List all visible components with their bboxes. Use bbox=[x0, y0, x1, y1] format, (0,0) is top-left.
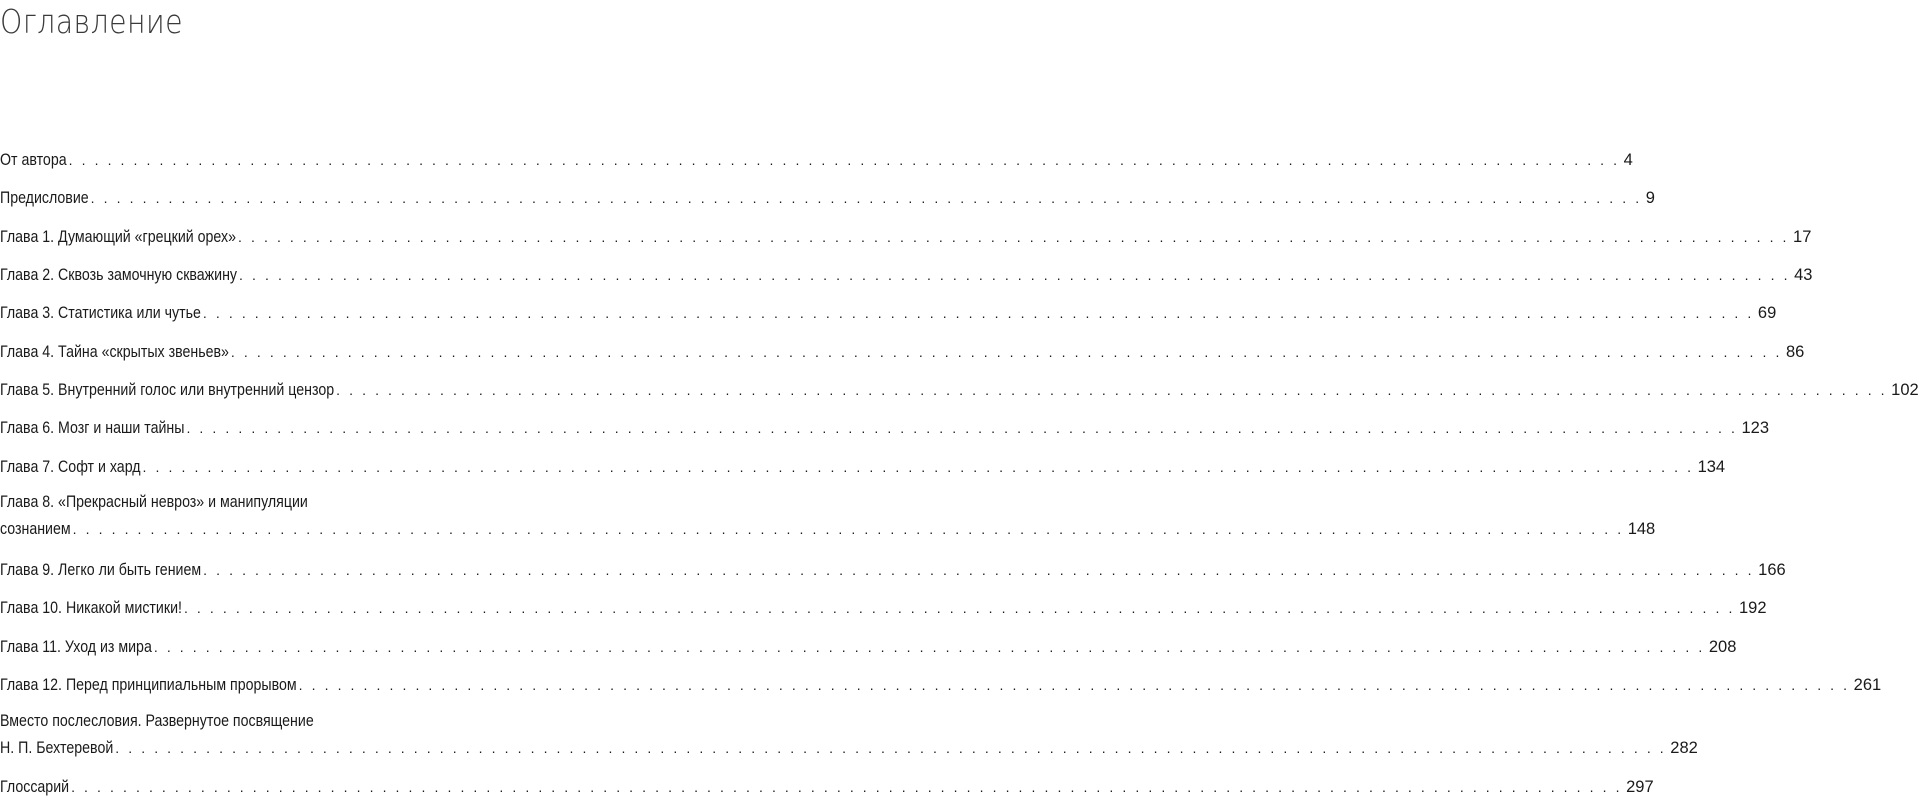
toc-page-number: 192 bbox=[1738, 599, 1767, 617]
toc-leader-dots: . . . . . . . . . . . . . . . . . . . . . . . . . . . . . . . . . . . . . . . . . . . . . . . . . . . . . . . . . . . . . . . . . . . . . . . . . . . . . . . . . . . . . . . . . . . . . . . . . . . . . . . . . . . . . . . . . . . . . . . . bbox=[72, 521, 1624, 537]
toc-entry-label: Предисловие bbox=[0, 189, 89, 207]
toc-entry-label: Н. П. Бехтеревой bbox=[0, 739, 114, 757]
toc-page-number: 4 bbox=[1623, 151, 1633, 169]
toc-entry-label: Глава 9. Легко ли быть гением bbox=[0, 561, 202, 579]
toc-leader-dots: . . . . . . . . . . . . . . . . . . . . . . . . . . . . . . . . . . . . . . . . . . . . . . . . . . . . . . . . . . . . . . . . . . . . . . . . . . . . . . . . . . . . . . . . . . . . . . . . . . . . . . . . . . . . . . . . . . . . . . . . bbox=[203, 562, 1755, 578]
toc-entry-label: Глава 3. Статистика или чутье bbox=[0, 304, 201, 322]
toc-leader-dots: . . . . . . . . . . . . . . . . . . . . . . . . . . . . . . . . . . . . . . . . . . . . . . . . . . . . . . . . . . . . . . . . . . . . . . . . . . . . . . . . . . . . . . . . . . . . . . . . . . . . . . . . . . . . . . . . . . . . . . . . bbox=[142, 459, 1694, 475]
toc-entry[interactable] bbox=[0, 188, 1655, 208]
toc-page-number: 102 bbox=[1891, 381, 1919, 399]
toc-page-number: 43 bbox=[1794, 266, 1813, 284]
toc-leader-dots: . . . . . . . . . . . . . . . . . . . . . . . . . . . . . . . . . . . . . . . . . . . . . . . . . . . . . . . . . . . . . . . . . . . . . . . . . . . . . . . . . . . . . . . . . . . . . . . . . . . . . . . . . . . . . . . . . . . . . . . . bbox=[153, 639, 1705, 655]
toc-page-number: 297 bbox=[1626, 778, 1654, 796]
toc-entry-label-line1: Глава 8. «Прекрасный невроз» и манипуляции bbox=[0, 493, 308, 511]
toc-entry[interactable] bbox=[0, 598, 1767, 618]
toc-leader-dots: . . . . . . . . . . . . . . . . . . . . . . . . . . . . . . . . . . . . . . . . . . . . . . . . . . . . . . . . . . . . . . . . . . . . . . . . . . . . . . . . . . . . . . . . . . . . . . . . . . . . . . . . . . . . . . . . . . . . . . . . bbox=[68, 152, 1620, 168]
toc-leader-dots: . . . . . . . . . . . . . . . . . . . . . . . . . . . . . . . . . . . . . . . . . . . . . . . . . . . . . . . . . . . . . . . . . . . . . . . . . . . . . . . . . . . . . . . . . . . . . . . . . . . . . . . . . . . . . . . . . . . . . . . . bbox=[336, 382, 1888, 398]
toc-entry-label: Глава 2. Сквозь замочную скважину bbox=[0, 266, 238, 284]
toc-page-number: 166 bbox=[1758, 561, 1786, 579]
toc-entry[interactable] bbox=[0, 227, 1812, 247]
toc-page-number: 123 bbox=[1741, 419, 1769, 437]
toc-entry[interactable] bbox=[0, 675, 1882, 695]
toc-entry-label: Глава 5. Внутренний голос или внутренний цензор bbox=[0, 381, 335, 399]
toc-leader-dots: . . . . . . . . . . . . . . . . . . . . . . . . . . . . . . . . . . . . . . . . . . . . . . . . . . . . . . . . . . . . . . . . . . . . . . . . . . . . . . . . . . . . . . . . . . . . . . . . . . . . . . . . . . . . . . . . . . . . . . . . bbox=[230, 344, 1782, 360]
toc-leader-dots: . . . . . . . . . . . . . . . . . . . . . . . . . . . . . . . . . . . . . . . . . . . . . . . . . . . . . . . . . . . . . . . . . . . . . . . . . . . . . . . . . . . . . . . . . . . . . . . . . . . . . . . . . . . . . . . . . . . . . . . . bbox=[90, 190, 1642, 206]
toc-entry[interactable] bbox=[0, 637, 1737, 657]
toc-page-number: 261 bbox=[1853, 676, 1882, 694]
toc-entry-label: Глава 10. Никакой мистики! bbox=[0, 599, 182, 617]
toc-leader-dots: . . . . . . . . . . . . . . . . . . . . . . . . . . . . . . . . . . . . . . . . . . . . . . . . . . . . . . . . . . . . . . . . . . . . . . . . . . . . . . . . . . . . . . . . . . . . . . . . . . . . . . . . . . . . . . . . . . . . . . . . bbox=[202, 305, 1754, 321]
toc-entry-title-line bbox=[0, 711, 487, 731]
toc-entry[interactable] bbox=[0, 777, 1654, 797]
toc-leader-dots: . . . . . . . . . . . . . . . . . . . . . . . . . . . . . . . . . . . . . . . . . . . . . . . . . . . . . . . . . . . . . . . . . . . . . . . . . . . . . . . . . . . . . . . . . . . . . . . . . . . . . . . . . . . . . . . . . . . . . . . . bbox=[239, 267, 1791, 283]
toc-entry-label: Глава 7. Софт и хард bbox=[0, 458, 141, 476]
toc-page-number: 17 bbox=[1793, 228, 1812, 246]
toc-entry[interactable] bbox=[0, 418, 1769, 438]
toc-page-number: 134 bbox=[1697, 458, 1726, 476]
toc-page-number: 208 bbox=[1708, 638, 1737, 656]
toc-entry-label: Глава 11. Уход из мира bbox=[0, 638, 152, 656]
toc-leader-dots: . . . . . . . . . . . . . . . . . . . . . . . . . . . . . . . . . . . . . . . . . . . . . . . . . . . . . . . . . . . . . . . . . . . . . . . . . . . . . . . . . . . . . . . . . . . . . . . . . . . . . . . . . . . . . . . . . . . . . . . . bbox=[186, 420, 1738, 436]
toc-leader-dots: . . . . . . . . . . . . . . . . . . . . . . . . . . . . . . . . . . . . . . . . . . . . . . . . . . . . . . . . . . . . . . . . . . . . . . . . . . . . . . . . . . . . . . . . . . . . . . . . . . . . . . . . . . . . . . . . . . . . . . . . bbox=[298, 677, 1850, 693]
toc-entry[interactable] bbox=[0, 303, 1777, 323]
toc-entry[interactable] bbox=[0, 560, 1786, 580]
toc-entry[interactable] bbox=[0, 380, 1919, 400]
toc-entry-label: Глоссарий bbox=[0, 778, 70, 796]
toc-entry-label-line1: Вместо послесловия. Развернутое посвящение bbox=[0, 712, 314, 730]
toc-entry[interactable] bbox=[0, 457, 1726, 477]
toc-page-number: 148 bbox=[1627, 520, 1656, 538]
toc-page-number: 69 bbox=[1757, 304, 1777, 322]
toc-entry[interactable] bbox=[0, 265, 1813, 285]
toc-entry-label: Глава 1. Думающий «грецкий орех» bbox=[0, 228, 237, 246]
toc-leader-dots: . . . . . . . . . . . . . . . . . . . . . . . . . . . . . . . . . . . . . . . . . . . . . . . . . . . . . . . . . . . . . . . . . . . . . . . . . . . . . . . . . . . . . . . . . . . . . . . . . . . . . . . . . . . . . . . . . . . . . . . . bbox=[71, 779, 1623, 795]
toc-entry[interactable] bbox=[0, 738, 1698, 758]
toc-entry-label: Глава 6. Мозг и наши тайны bbox=[0, 419, 185, 437]
toc-leader-dots: . . . . . . . . . . . . . . . . . . . . . . . . . . . . . . . . . . . . . . . . . . . . . . . . . . . . . . . . . . . . . . . . . . . . . . . . . . . . . . . . . . . . . . . . . . . . . . . . . . . . . . . . . . . . . . . . . . . . . . . . bbox=[238, 229, 1790, 245]
page-title: Оглавление bbox=[0, 2, 184, 41]
toc-entry-label: сознанием bbox=[0, 520, 71, 538]
toc-entry-label: Глава 4. Тайна «скрытых звеньев» bbox=[0, 343, 229, 361]
toc-entry-title-line bbox=[0, 492, 487, 512]
toc-page-number: 86 bbox=[1785, 343, 1805, 361]
toc-entry-label: Глава 12. Перед принципиальным прорывом bbox=[0, 676, 297, 694]
toc-page-number: 282 bbox=[1670, 739, 1698, 757]
toc-entry[interactable] bbox=[0, 519, 1656, 539]
toc-leader-dots: . . . . . . . . . . . . . . . . . . . . . . . . . . . . . . . . . . . . . . . . . . . . . . . . . . . . . . . . . . . . . . . . . . . . . . . . . . . . . . . . . . . . . . . . . . . . . . . . . . . . . . . . . . . . . . . . . . . . . . . . bbox=[183, 600, 1735, 616]
toc-entry[interactable] bbox=[0, 342, 1805, 362]
toc-leader-dots: . . . . . . . . . . . . . . . . . . . . . . . . . . . . . . . . . . . . . . . . . . . . . . . . . . . . . . . . . . . . . . . . . . . . . . . . . . . . . . . . . . . . . . . . . . . . . . . . . . . . . . . . . . . . . . . . . . . . . . . . bbox=[115, 740, 1667, 756]
toc-entry[interactable] bbox=[0, 150, 1633, 170]
toc-page-number: 9 bbox=[1645, 189, 1655, 207]
toc-entry-label: От автора bbox=[0, 151, 67, 169]
